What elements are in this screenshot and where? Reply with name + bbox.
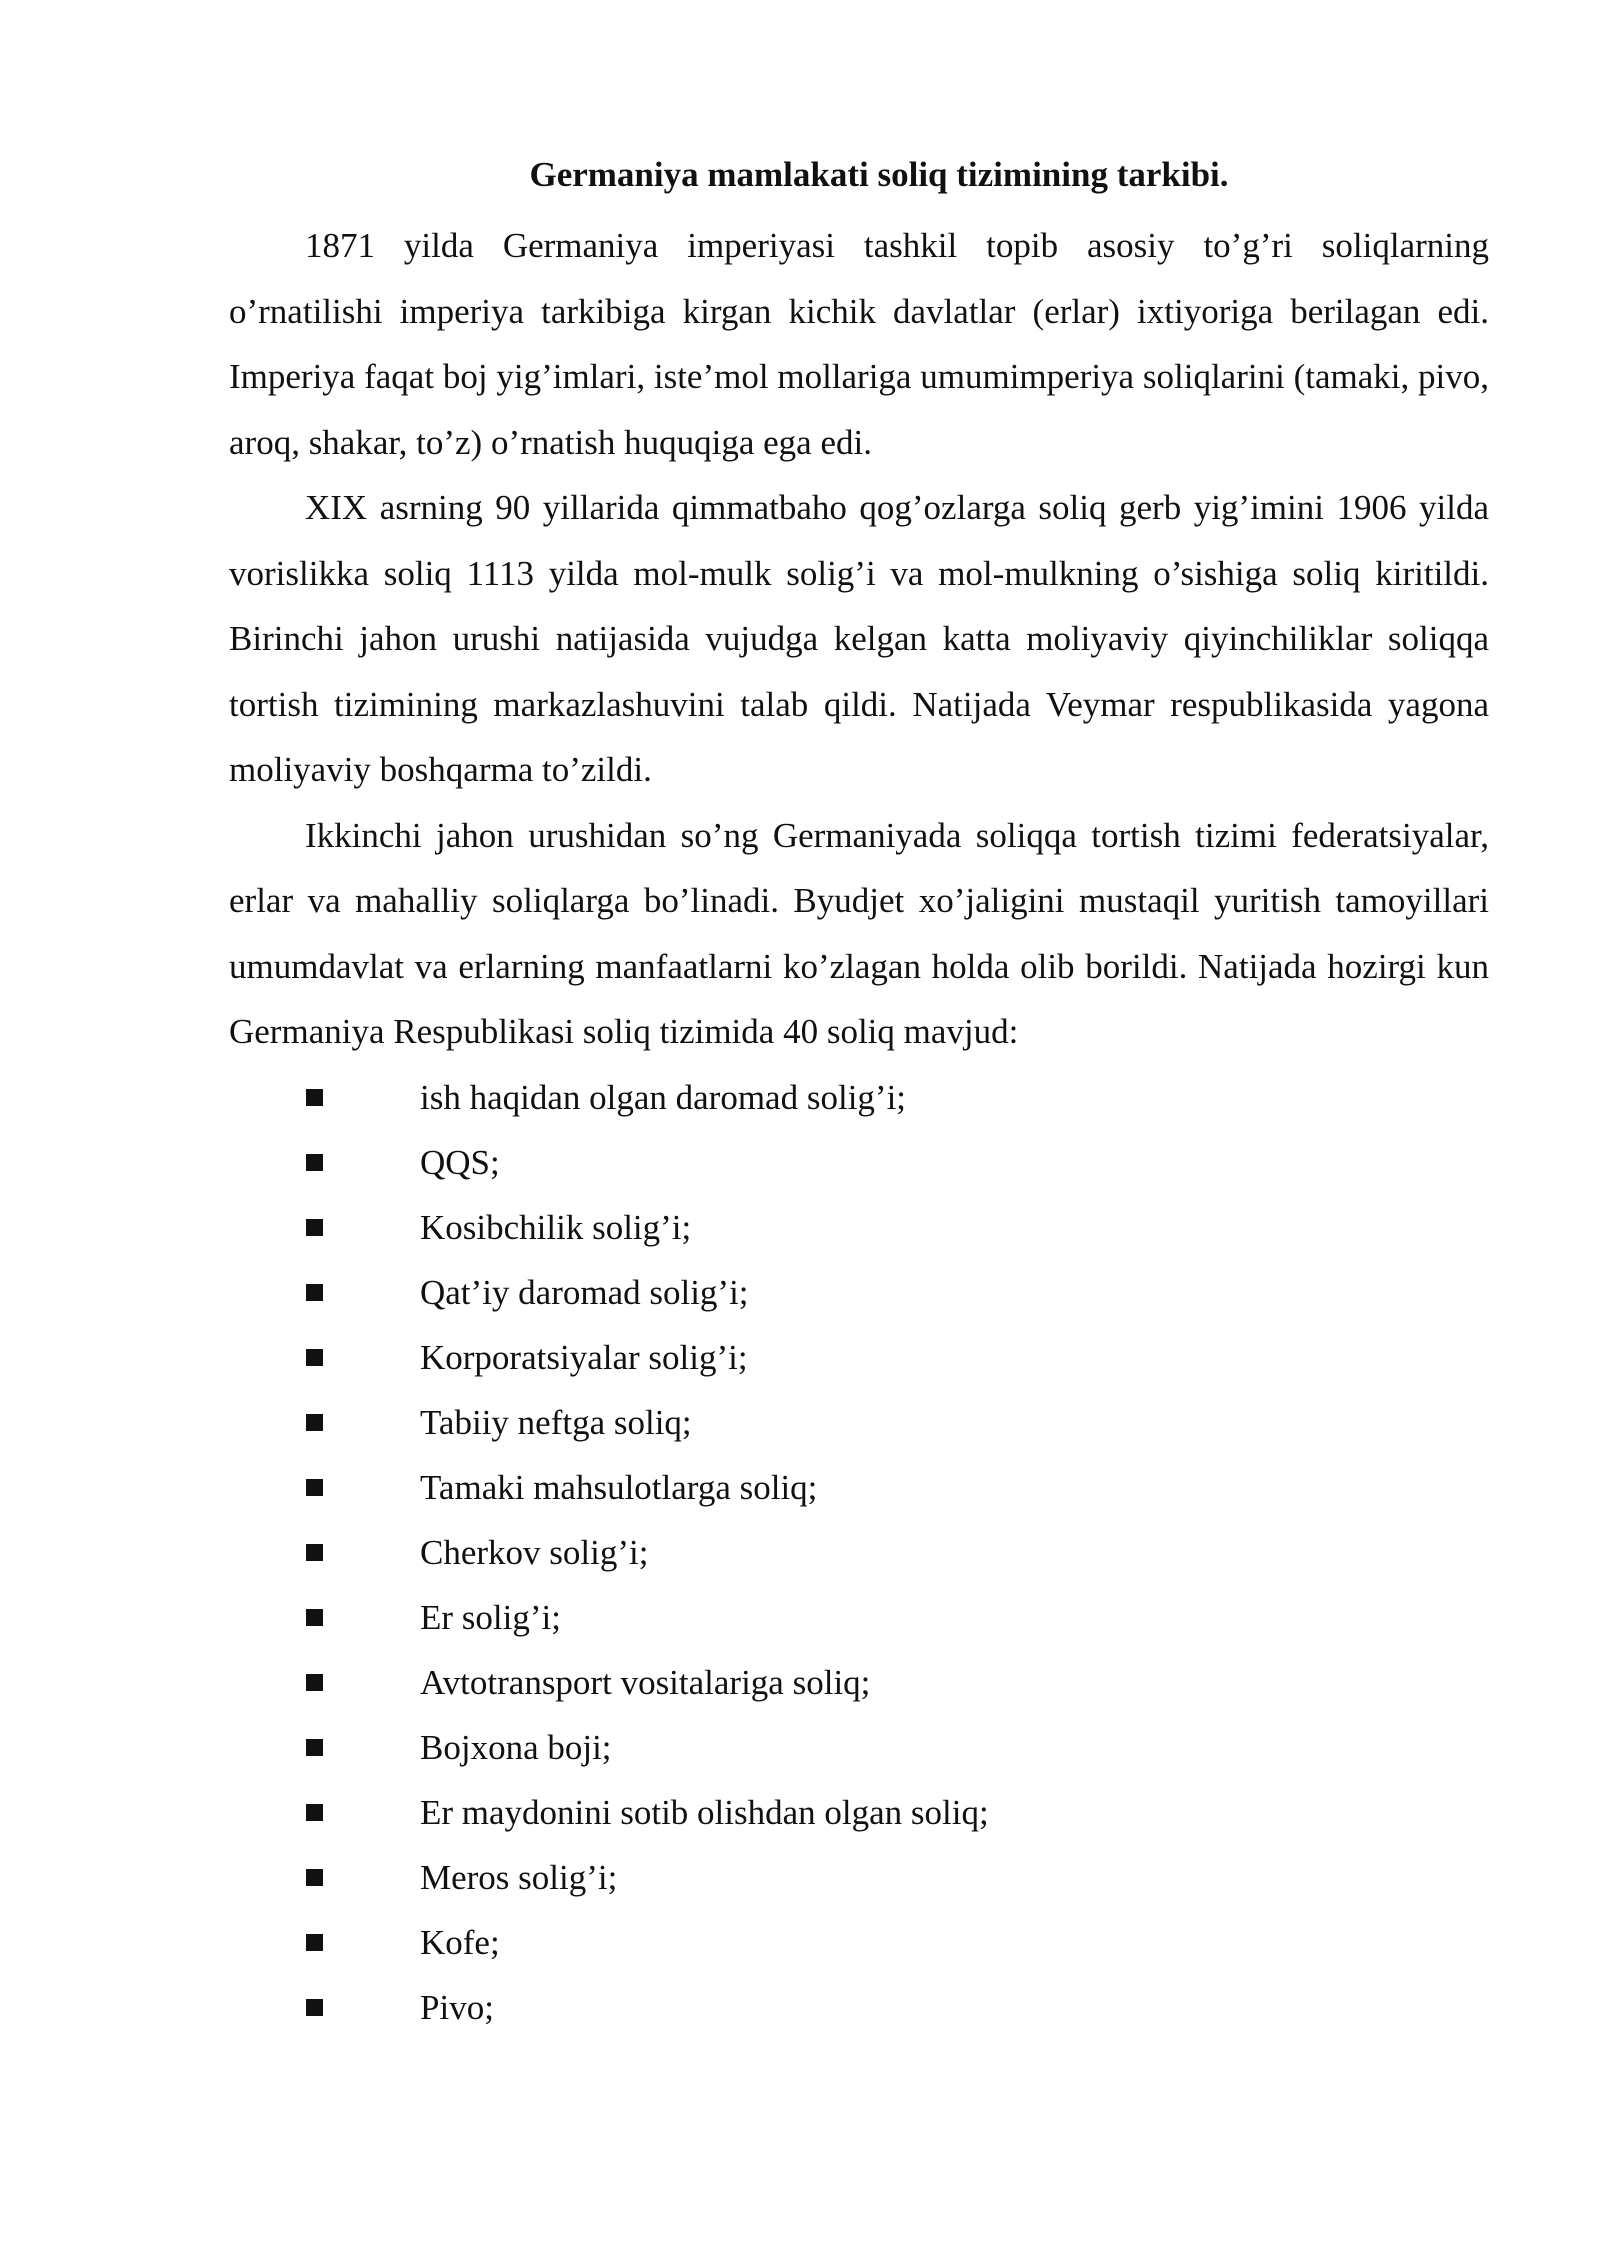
list-item-label: Er solig’i; [420,1597,561,1637]
list-item-label: Avtotransport vositalariga soliq; [420,1662,871,1702]
list-item-label: Meros solig’i; [420,1857,618,1897]
list-item-label: Tamaki mahsulotlarga soliq; [420,1467,818,1507]
list-item-label: Kosibchilik solig’i; [420,1207,692,1247]
list-item [229,1130,1489,1195]
list-item-label: Cherkov solig’i; [420,1532,649,1572]
black-square-icon [306,1414,323,1431]
list-item [229,1390,1489,1455]
list-item-label: Tabiiy neftga soliq; [420,1402,692,1442]
black-square-icon [306,1869,323,1886]
list-item-label: QQS; [420,1142,500,1182]
black-square-icon [306,1934,323,1951]
list-item [229,1585,1489,1650]
list-item [229,1715,1489,1780]
list-item-label: Qat’iy daromad solig’i; [420,1272,749,1312]
black-square-icon [306,1219,323,1236]
black-square-icon [306,1089,323,1106]
list-item [229,1455,1489,1520]
list-item [229,1650,1489,1715]
black-square-icon [306,1544,323,1561]
list-item-label: Pivo; [420,1987,494,2027]
black-square-icon [306,1154,323,1171]
black-square-icon [306,1609,323,1626]
black-square-icon [306,1674,323,1691]
list-item-label: Bojxona boji; [420,1727,612,1767]
list-item [229,1195,1489,1260]
black-square-icon [306,1804,323,1821]
list-item [229,1975,1489,2040]
black-square-icon [306,1999,323,2016]
list-item [229,1910,1489,1975]
list-item-label: ish haqidan olgan daromad solig’i; [420,1077,907,1117]
list-item-label: Er maydonini sotib olishdan olgan soliq; [420,1792,989,1832]
paragraph-history-xix: XIX asrning 90 yillarida qimmatbaho qog’ozlarga soliq gerb yig’imini 1906 yilda vorislikka soliq 1113 yilda mol-mulk solig’i va mol-mulkning o’sishiga soliq kiritildi. Birinchi jahon urushi natijasida vujudga kelgan katta moliyaviy qiyinchiliklar soliqqa tortish tizimining markazlashuvini talab qildi. Natijada Veymar respublikasida yagona moliyaviy boshqarma to’zildi. [229,488,1489,789]
list-item [229,1845,1489,1910]
list-item [229,1325,1489,1390]
paragraph-postwar: Ikkinchi jahon urushidan so’ng Germaniyada soliqqa tortish tizimi federatsiyalar, erlar va mahalliy soliqlarga bo’linadi. Byudjet xo’jaligini mustaqil yuritish tamoyillari umumdavlat va erlarning manfaatlarni ko’zlagan holda olib borildi. Natijada hozirgi kun Germaniya Respublikasi soliq tizimida 40 soliq mavjud: [229,815,1489,1051]
document-title: Germaniya mamlakati soliq tizimining tarkibi. [529,155,1229,194]
tax-list [229,1065,1489,2040]
document-page [229,150,1489,2040]
black-square-icon [306,1479,323,1496]
list-item-label: Kofe; [420,1922,500,1962]
list-item [229,1780,1489,1845]
list-item-label: Korporatsiyalar solig’i; [420,1337,748,1377]
black-square-icon [306,1739,323,1756]
list-item [229,1260,1489,1325]
list-item [229,1065,1489,1130]
list-item [229,1520,1489,1585]
paragraph-history-1871: 1871 yilda Germaniya imperiyasi tashkil topib asosiy to’g’ri soliqlarning o’rnatilishi imperiya tarkibiga kirgan kichik davlatlar (erlar) ixtiyoriga berilagan edi. Imperiya faqat boj yig’imlari, iste’mol mollariga umumimperiya soliqlarini (tamaki, pivo, aroq, shakar, to’z) o’rnatish huquqiga ega edi. [229,226,1489,462]
black-square-icon [306,1284,323,1301]
black-square-icon [306,1349,323,1366]
